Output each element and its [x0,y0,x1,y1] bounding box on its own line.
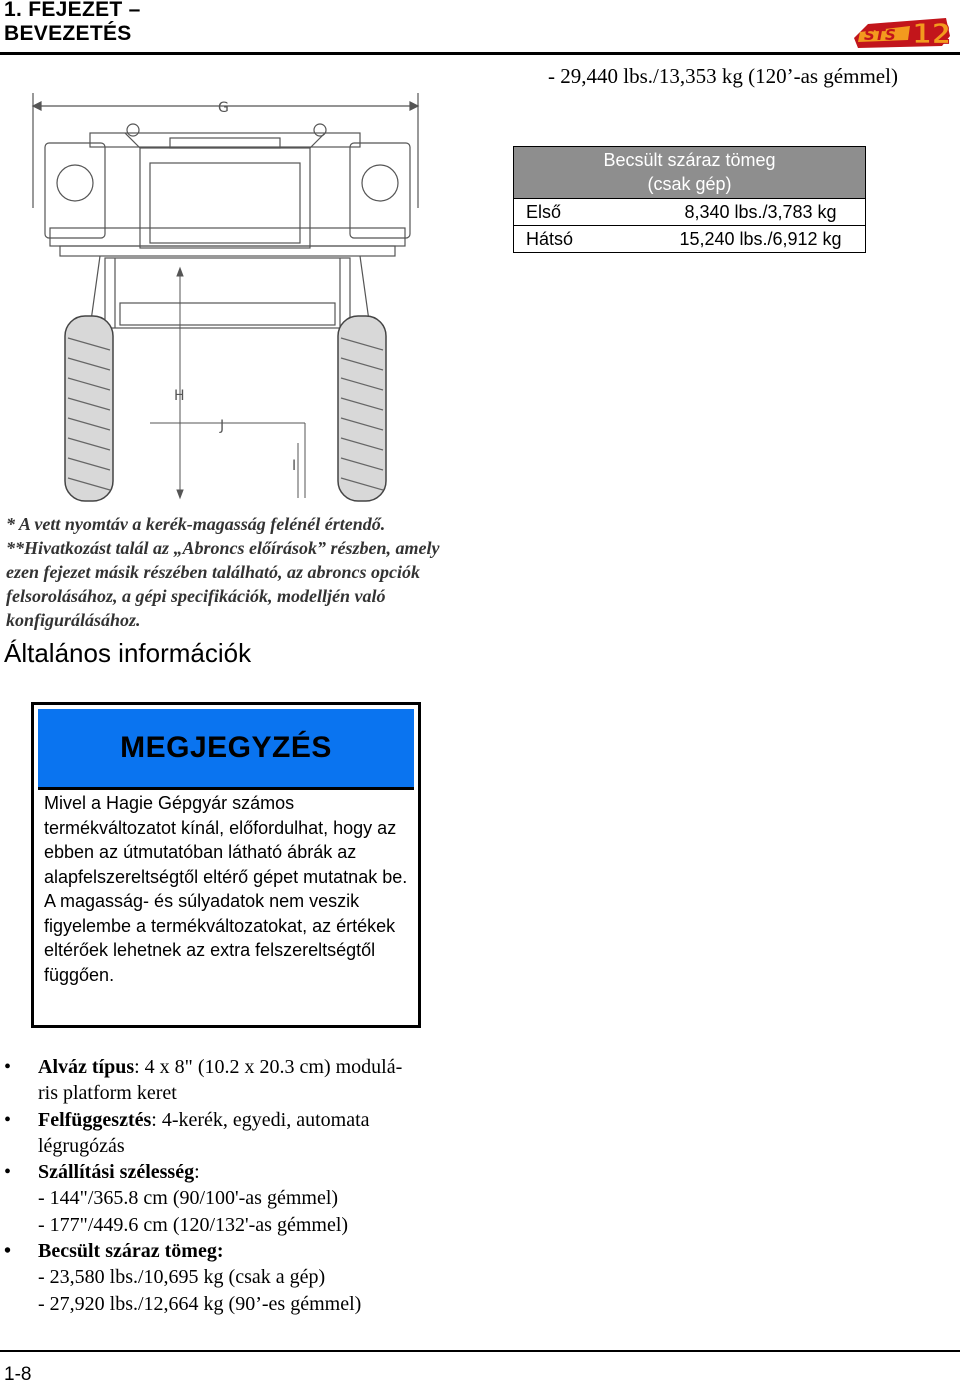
chapter-title: BEVEZETÉS [4,22,132,45]
row-label: Hátsó [514,226,657,253]
bullet-icon: • [4,1161,12,1184]
bullet-icon: • [4,1240,12,1263]
spec-value: : 4 x 8" (10.2 x 20.3 cm) modulá- [134,1056,403,1078]
bullet-icon: • [4,1056,12,1078]
table-row [514,199,866,226]
list-item [4,1054,454,1080]
notice-box [31,702,421,1028]
spec-continuation: légrugózás [38,1134,125,1157]
weight-table-title-text: Becsült száraz tömeg (csak gép) [603,150,776,194]
row-value: 8,340 lbs./3,783 kg [656,199,866,226]
dimension-label-g: G [218,100,229,116]
header-rule [0,52,960,55]
machine-rear-view-diagram [30,88,425,503]
spec-subitem: - 144"/365.8 cm (90/100'-as gémmel) [38,1187,339,1210]
notice-header [38,709,414,790]
table-row [514,226,866,253]
notice-body: Mivel a Hagie Gépgyár számos termékváltozatot kínál, előfordulhat, hogy az ebben az útmutatóban látható ábrák az alapfelszereltségtől eltérő gépet mutatnak be. A magasság- és súlyadatok nem veszik figyelembe a termékváltozatokat, az értékek eltérőek lehetnek az extra felszereltségtől függően. [44,793,408,985]
list-item [4,1238,454,1264]
weight-120-line: - 29,440 lbs./13,353 kg (120’-as gémmel) [548,64,898,88]
spec-subitem: - 27,920 lbs./12,664 kg (90’-es gémmel) [38,1292,362,1315]
spec-value: : [194,1161,200,1184]
note-tires: **Hivatkozást talál az „Abroncs előírások” részben, amely ezen fejezet másik részében található, az abroncs opciók felsorolásához, a gépi specifikációk, modelljén való konfigurálásához. [6,538,440,630]
row-label: Első [514,199,657,226]
list-item [4,1107,454,1133]
row-value: 15,240 lbs./6,912 kg [656,226,866,253]
list-item [4,1159,454,1185]
chapter-number: 1. FEJEZET – [4,0,141,21]
svg-text:12: 12 [912,17,951,50]
weight-table [513,146,866,253]
dimension-label-i: I [292,458,297,474]
figure-notes [6,512,446,632]
weight-table-title [514,147,866,199]
spec-label: Becsült száraz tömeg: [38,1240,224,1263]
section-title: Általános információk [4,638,252,668]
spec-label: Alváz típus [38,1056,135,1078]
spec-list [4,1054,454,1317]
spec-continuation: ris platform keret [38,1082,177,1105]
spec-label: Felfüggesztés [38,1108,152,1131]
dimension-label-h: H [174,388,185,404]
notice-title: MEGJEGYZÉS [120,731,332,764]
page-number: 1-8 [4,1364,32,1385]
note-track: * A vett nyomtáv a kerék-magasság felénél értendő. [6,514,386,534]
spec-subitem: - 23,580 lbs./10,695 kg (csak a gép) [38,1266,326,1289]
bullet-icon: • [4,1108,12,1131]
svg-text:STS: STS [864,26,896,44]
spec-label: Szállítási szélesség [38,1161,195,1184]
sts12-logo [850,10,954,50]
chapter-heading [4,0,141,46]
spec-subitem: - 177"/449.6 cm (120/132'-as gémmel) [38,1213,349,1236]
spec-value: : 4-kerék, egyedi, automata [151,1108,370,1131]
dimension-label-j: J [220,418,225,434]
logo-mark [854,17,951,50]
footer-rule [0,1350,960,1352]
